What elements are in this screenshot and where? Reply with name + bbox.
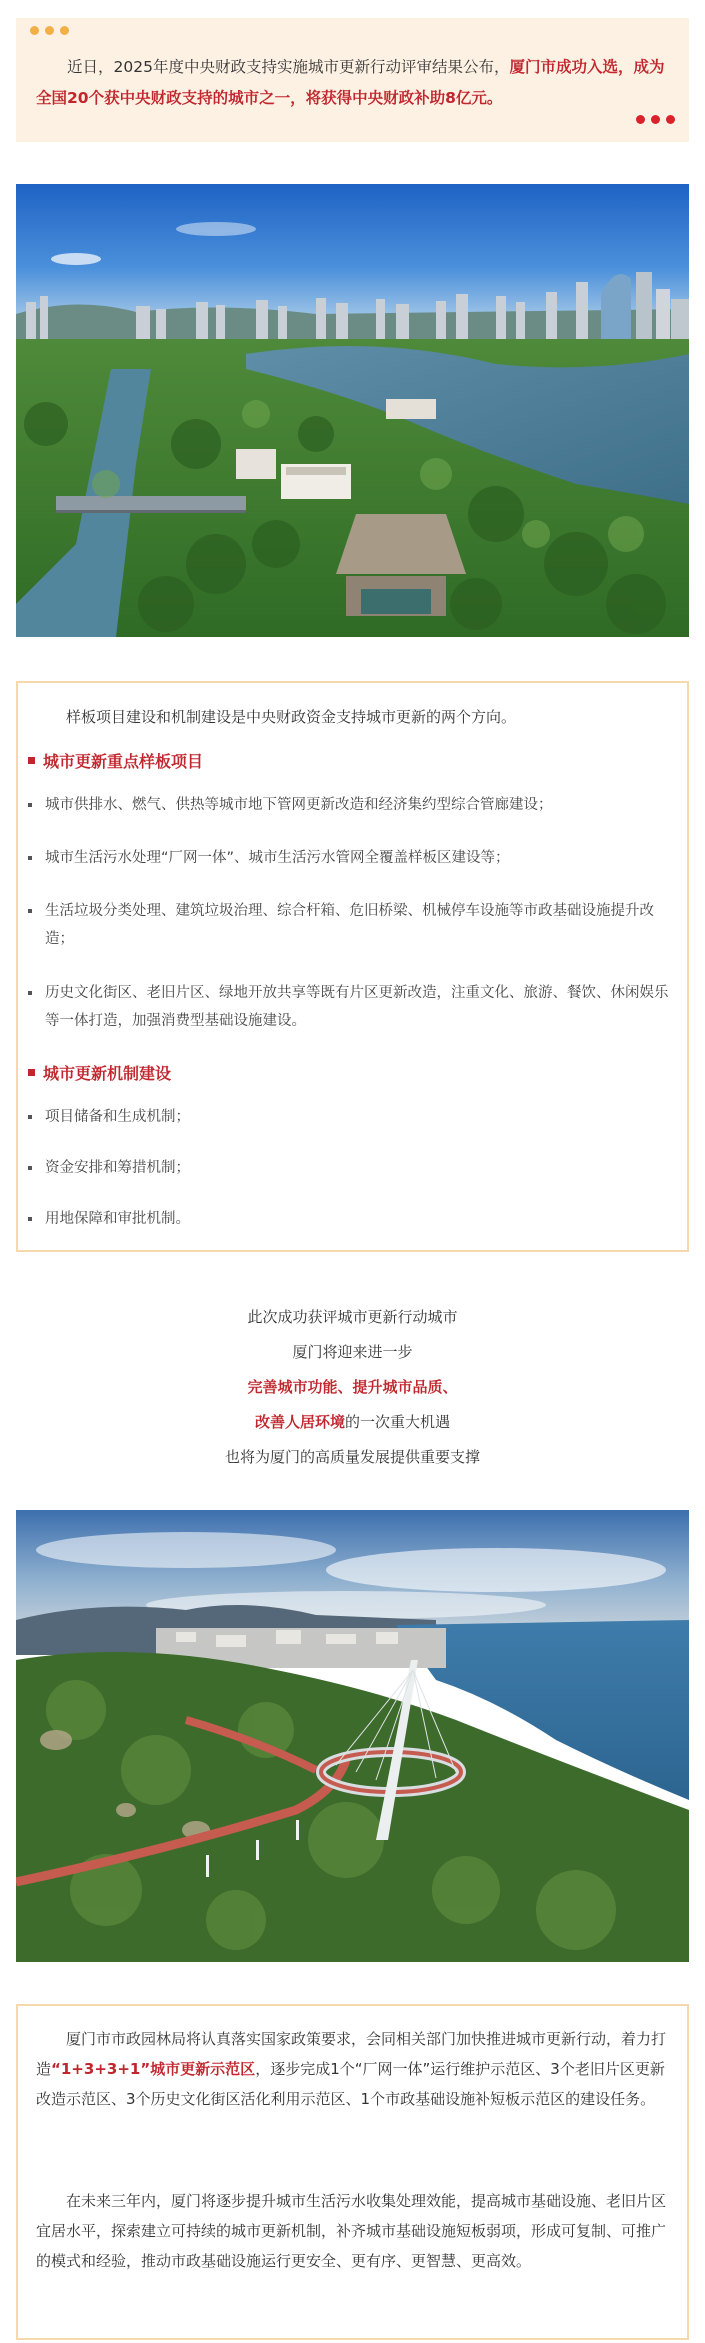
list-item: 城市生活污水处理“厂网一体”、城市生活污水管网全覆盖样板区建设等；: [28, 844, 678, 872]
section-title-mechanism: 城市更新机制建设: [28, 1063, 171, 1085]
center-line-1: 此次成功获评城市更新行动城市: [247, 1308, 458, 1326]
dot-icon: [45, 26, 54, 35]
dot-icon: [636, 115, 645, 124]
bottom-paragraph-1: [36, 2024, 672, 2114]
intro-text: 近日，2025年度中央财政支持实施城市更新行动评审结果公布，: [67, 58, 510, 76]
intro-paragraph: [36, 52, 676, 114]
dot-icon: [60, 26, 69, 35]
dot-icon: [666, 115, 675, 124]
center-line-3: 完善城市功能、提升城市品质、: [247, 1378, 458, 1396]
center-line-5: 也将为厦门的高质量发展提供重要支撑: [224, 1448, 480, 1466]
bottom-p1-text-after: ，逐步完成1个“厂网一体”运行维护示范区、3个老旧片区更新改造示范区、3个历史文化街区活化利用示范区、1个市政基础设施补短板示范区的建设任务。: [36, 2060, 665, 2108]
coastal-skywalk-photo: [16, 1510, 689, 1962]
center-statement: [0, 1300, 705, 1475]
project-info-box: [16, 681, 689, 1252]
list-item: 生活垃圾分类处理、建筑垃圾治理、综合杆箱、危旧桥梁、机械停车设施等市政基础设施提升改造；: [28, 897, 678, 953]
intro-box: [16, 18, 689, 142]
decor-dots-top: [30, 26, 69, 35]
project-lead-text: 样板项目建设和机制建设是中央财政资金支持城市更新的两个方向。: [66, 708, 517, 726]
section-title-sample-projects: 城市更新重点样板项目: [28, 751, 203, 773]
dot-icon: [30, 26, 39, 35]
center-line-4-highlight: 改善人居环境: [254, 1413, 345, 1431]
center-line-2: 厦门将迎来进一步: [292, 1343, 413, 1361]
bottom-paragraph-2: 在未来三年内，厦门将逐步提升城市生活污水收集处理效能，提高城市基础设施、老旧片区宜居水平，探索建立可持续的城市更新机制，补齐城市基础设施短板弱项，形成可复制、可推广的模式和经验，推动市政基础设施运行更安全、更有序、更智慧、更高效。: [36, 2192, 667, 2270]
center-line-4-text: 的一次重大机遇: [345, 1413, 451, 1431]
dot-icon: [651, 115, 660, 124]
list-item: 资金安排和筹措机制；: [28, 1154, 678, 1182]
bottom-p1-highlight: “1+3+3+1”城市更新示范区: [51, 2060, 256, 2078]
bottom-p1-text: 厦门市市政园林局将认真落实国家政策要求，会同相关部门加快推进城市更新行动，着力打造: [36, 2030, 667, 2078]
list-item: 城市供排水、燃气、供热等城市地下管网更新改造和经济集约型综合管廊建设；: [28, 791, 678, 819]
list-item: 项目储备和生成机制；: [28, 1103, 678, 1131]
aerial-city-photo: [16, 184, 689, 637]
intro-highlight: 厦门市成功入选，成为全国20个获中央财政支持的城市之一，将获得中央财政补助8亿元。: [36, 58, 665, 107]
coastal-skywalk-bridge-photo-icon: [16, 1510, 689, 1962]
decor-dots-bottom: [636, 115, 675, 124]
list-item: 用地保障和审批机制。: [28, 1205, 678, 1233]
aerial-city-park-river-photo-icon: [16, 184, 689, 637]
center-line-4: [0, 1405, 705, 1440]
list-item: 历史文化街区、老旧片区、绿地开放共享等既有片区更新改造，注重文化、旅游、餐饮、休闲娱乐等一体打造，加强消费型基础设施建设。: [28, 979, 678, 1035]
bottom-info-box: [16, 2004, 689, 2340]
